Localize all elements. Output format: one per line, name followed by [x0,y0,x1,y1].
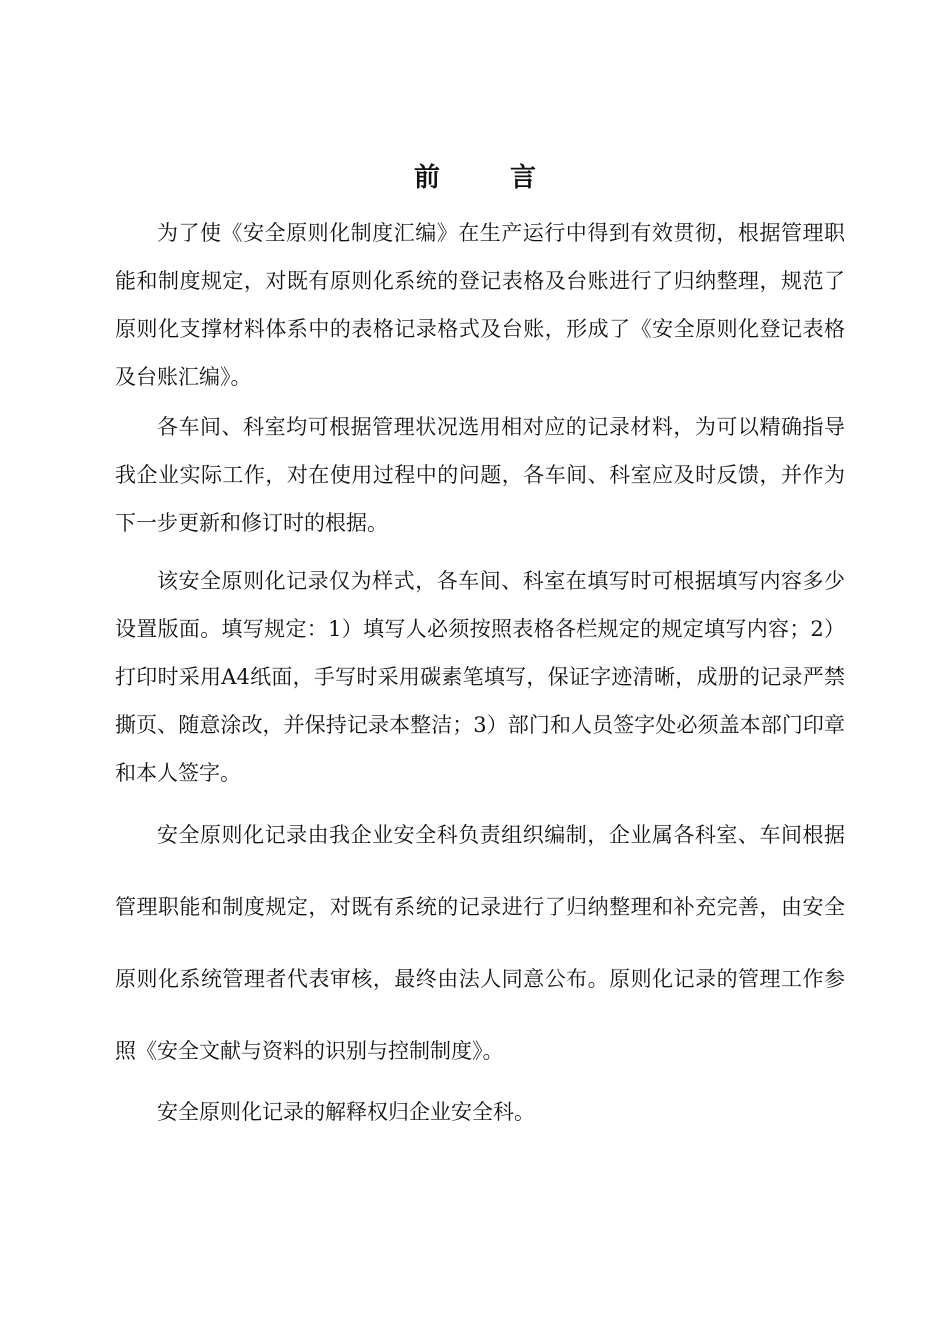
paragraph-compilation: 安全原则化记录由我企业安全科负责组织编制，企业属各科室、车间根据管理职能和制度规定，对既有系统的记录进行了归纳整理和补充完善，由安全原则化系统管理者代表审核，最终由法人同意公布。原则化记录的管理工作参照《安全文献与资料的识别与控制制度》。 [115,823,845,1063]
title-char-2: 言 [510,163,537,193]
title-char-1: 前 [413,163,440,193]
page-title [0,160,950,196]
paragraph-fill-rules: 该安全原则化记录仅为样式，各车间、科室在填写时可根据填写内容多少设置版面。填写规定：1）填写人必须按照表格各栏规定的规定填写内容；2）打印时采用A4纸面，手写时采用碳素笔填写，保证字迹清晰，成册的记录严禁撕页、随意涂改，并保持记录本整洁；3）部门和人员签字处必须盖本部门印章和本人签字。 [115,569,845,785]
paragraph-purpose: 为了使《安全原则化制度汇编》在生产运行中得到有效贯彻，根据管理职能和制度规定，对既有原则化系统的登记表格及台账进行了归纳整理，规范了原则化支撑材料体系中的表格记录格式及台账，形成了《安全原则化登记表格及台账汇编》。 [115,221,845,389]
paragraph-interpretation: 安全原则化记录的解释权归企业安全科。 [157,1100,535,1124]
paragraph-usage: 各车间、科室均可根据管理状况选用相对应的记录材料，为可以精确指导我企业实际工作，对在使用过程中的问题，各车间、科室应及时反馈，并作为下一步更新和修订时的根据。 [115,415,845,535]
